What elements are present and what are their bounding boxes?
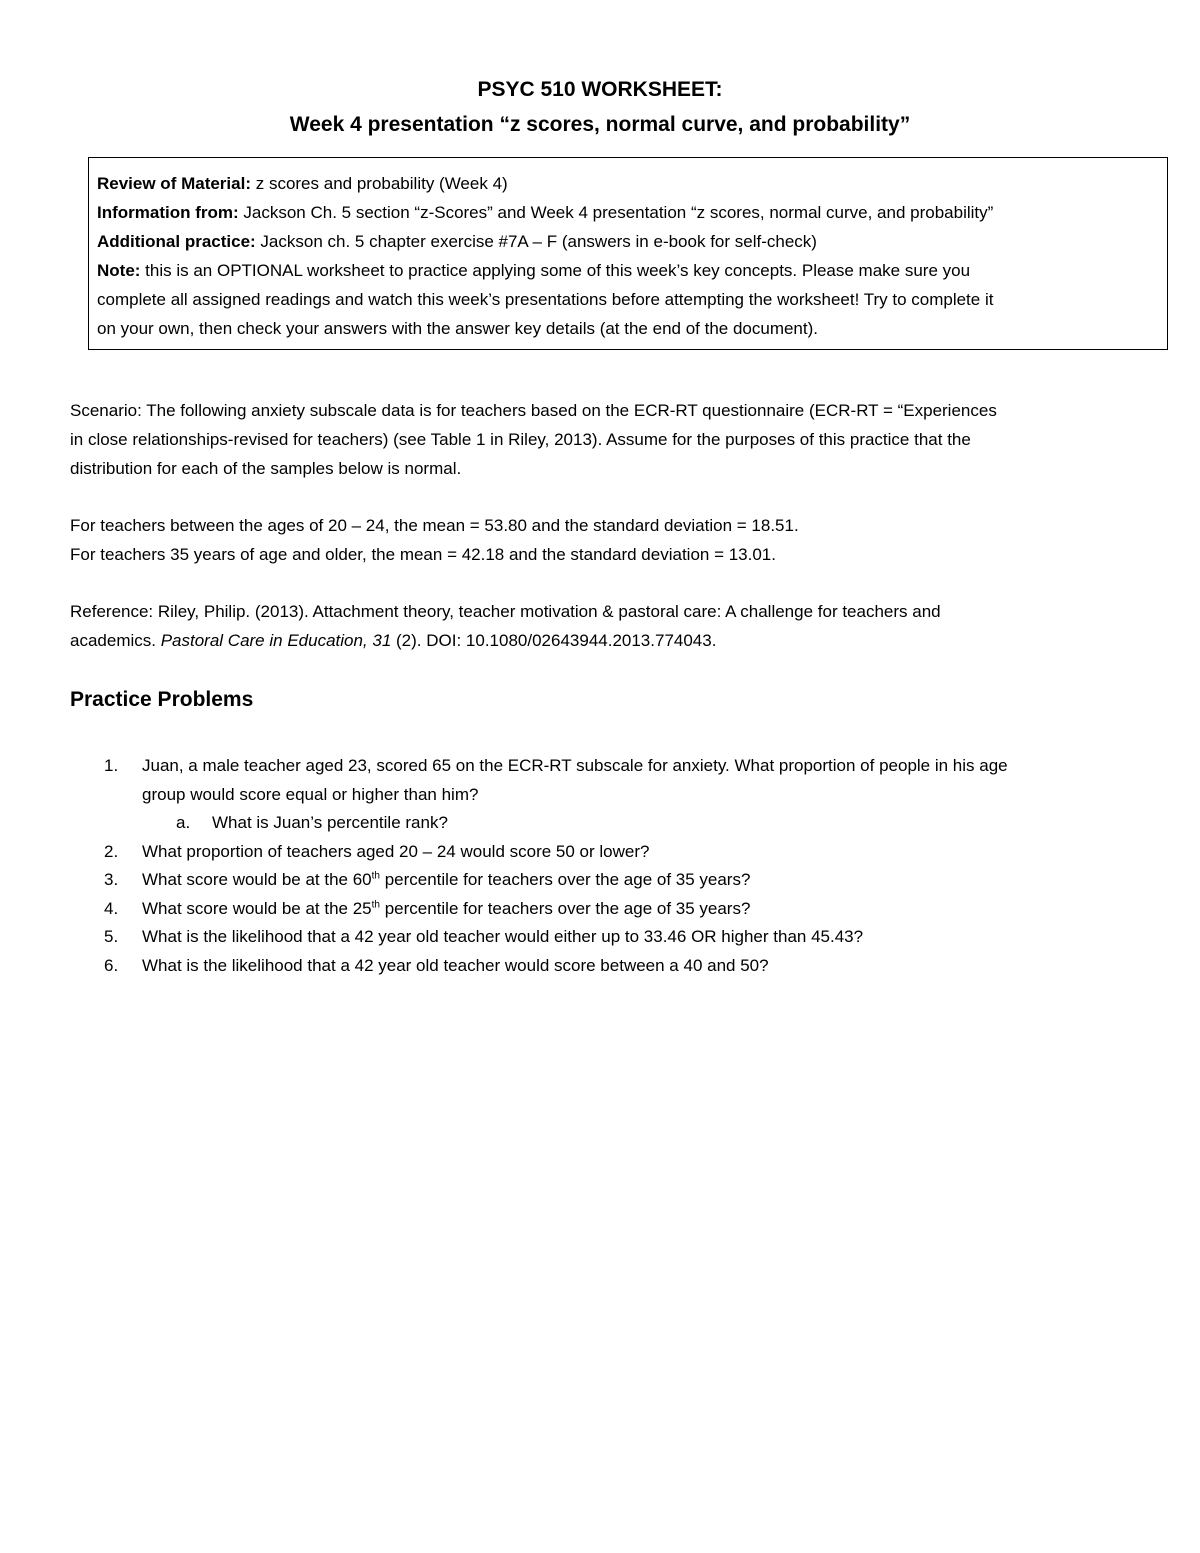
reference-line-2: [70, 626, 1130, 655]
problem-text-post: percentile for teachers over the age of 35 years?: [379, 870, 751, 889]
practice-line: [97, 227, 1159, 256]
info-label: Information from:: [97, 203, 239, 222]
problem-text-pre: What score would be at the 25: [142, 898, 372, 918]
reference-text-a: academics.: [70, 631, 161, 650]
stat-line-1: For teachers between the ages of 20 – 24, the mean = 53.80 and the standard deviation = 18.51.: [70, 516, 799, 535]
problem-text-line-1: Juan, a male teacher aged 23, scored 65 on the ECR-RT subscale for anxiety. What proportion of people in his age: [142, 756, 1008, 775]
reference-line-1: Reference: Riley, Philip. (2013). Attachment theory, teacher motivation & pastoral care: A challenge for teachers and: [70, 602, 941, 621]
scenario-line-2: in close relationships-revised for teachers) (see Table 1 in Riley, 2013). Assume for the purposes of this practice that the: [70, 430, 971, 449]
problem-number: 6.: [104, 955, 119, 975]
problem-list: [70, 752, 1150, 980]
practice-heading: Practice Problems: [70, 688, 254, 711]
review-line: [97, 169, 1159, 198]
problem-text: What proportion of teachers aged 20 – 24 would score 50 or lower?: [142, 841, 650, 861]
problem-item: [70, 866, 1150, 895]
sub-problem-letter: a.: [176, 813, 191, 832]
problem-text: What is the likelihood that a 42 year old teacher would score between a 40 and 50?: [142, 955, 769, 975]
problem-text: [142, 866, 1150, 895]
sub-problem-text: What is Juan’s percentile rank?: [212, 813, 448, 832]
problem-text-post: percentile for teachers over the age of 35 years?: [379, 898, 751, 918]
problem-number: 3.: [104, 870, 119, 889]
sub-problem-item: [70, 809, 1150, 838]
problem-text-line-2: group would score equal or higher than him?: [142, 784, 479, 804]
problem-number: 2.: [104, 841, 119, 861]
reference-journal: Pastoral Care in Education, 31: [160, 631, 392, 650]
document-title: PSYC 510 WORKSHEET:: [477, 78, 723, 101]
problem-item: [70, 952, 1150, 981]
ordinal-suffix: th: [371, 898, 380, 910]
problem-text: What is the likelihood that a 42 year old teacher would either up to 33.46 OR higher than 45.43?: [142, 927, 864, 946]
practice-text: Jackson ch. 5 chapter exercise #7A – F (answers in e-book for self-check): [255, 232, 817, 251]
info-text: Jackson Ch. 5 section “z-Scores” and Week 4 presentation “z scores, normal curve, and probability”: [238, 203, 994, 222]
scenario-line-3: distribution for each of the samples below is normal.: [70, 459, 462, 478]
problem-item: [70, 752, 1150, 809]
problem-number: 5.: [104, 927, 119, 946]
document-subtitle: Week 4 presentation “z scores, normal curve, and probability”: [289, 113, 911, 136]
problem-number: 1.: [104, 756, 119, 775]
practice-label: Additional practice:: [97, 232, 256, 251]
note-text-3: on your own, then check your answers with the answer key details (at the end of the document).: [97, 319, 818, 338]
ordinal-suffix: th: [371, 870, 380, 882]
review-info-box: [88, 157, 1168, 350]
note-line: [97, 256, 1159, 285]
note-text-2: complete all assigned readings and watch this week’s presentations before attempting the worksheet! Try to complete it: [97, 290, 994, 309]
reference-text-b: (2). DOI: 10.1080/02643944.2013.774043.: [391, 631, 717, 650]
stat-line-2: For teachers 35 years of age and older, the mean = 42.18 and the standard deviation = 13.01.: [70, 545, 776, 564]
info-line: [97, 198, 1159, 227]
problem-number: 4.: [104, 898, 119, 918]
review-text: z scores and probability (Week 4): [251, 174, 508, 193]
note-label: Note:: [97, 261, 141, 280]
scenario-line-1: Scenario: The following anxiety subscale data is for teachers based on the ECR-RT questionnaire (ECR-RT = “Experiences: [70, 401, 997, 420]
problem-item: [70, 838, 1150, 867]
problem-text-pre: What score would be at the 60: [142, 870, 372, 889]
problem-item: [70, 895, 1150, 924]
problem-item: [70, 923, 1150, 952]
scenario-section: [70, 396, 1130, 655]
note-text-1: this is an OPTIONAL worksheet to practice applying some of this week’s key concepts. Please make sure you: [140, 261, 971, 280]
review-label: Review of Material:: [97, 174, 251, 193]
problem-text: [142, 895, 1150, 924]
